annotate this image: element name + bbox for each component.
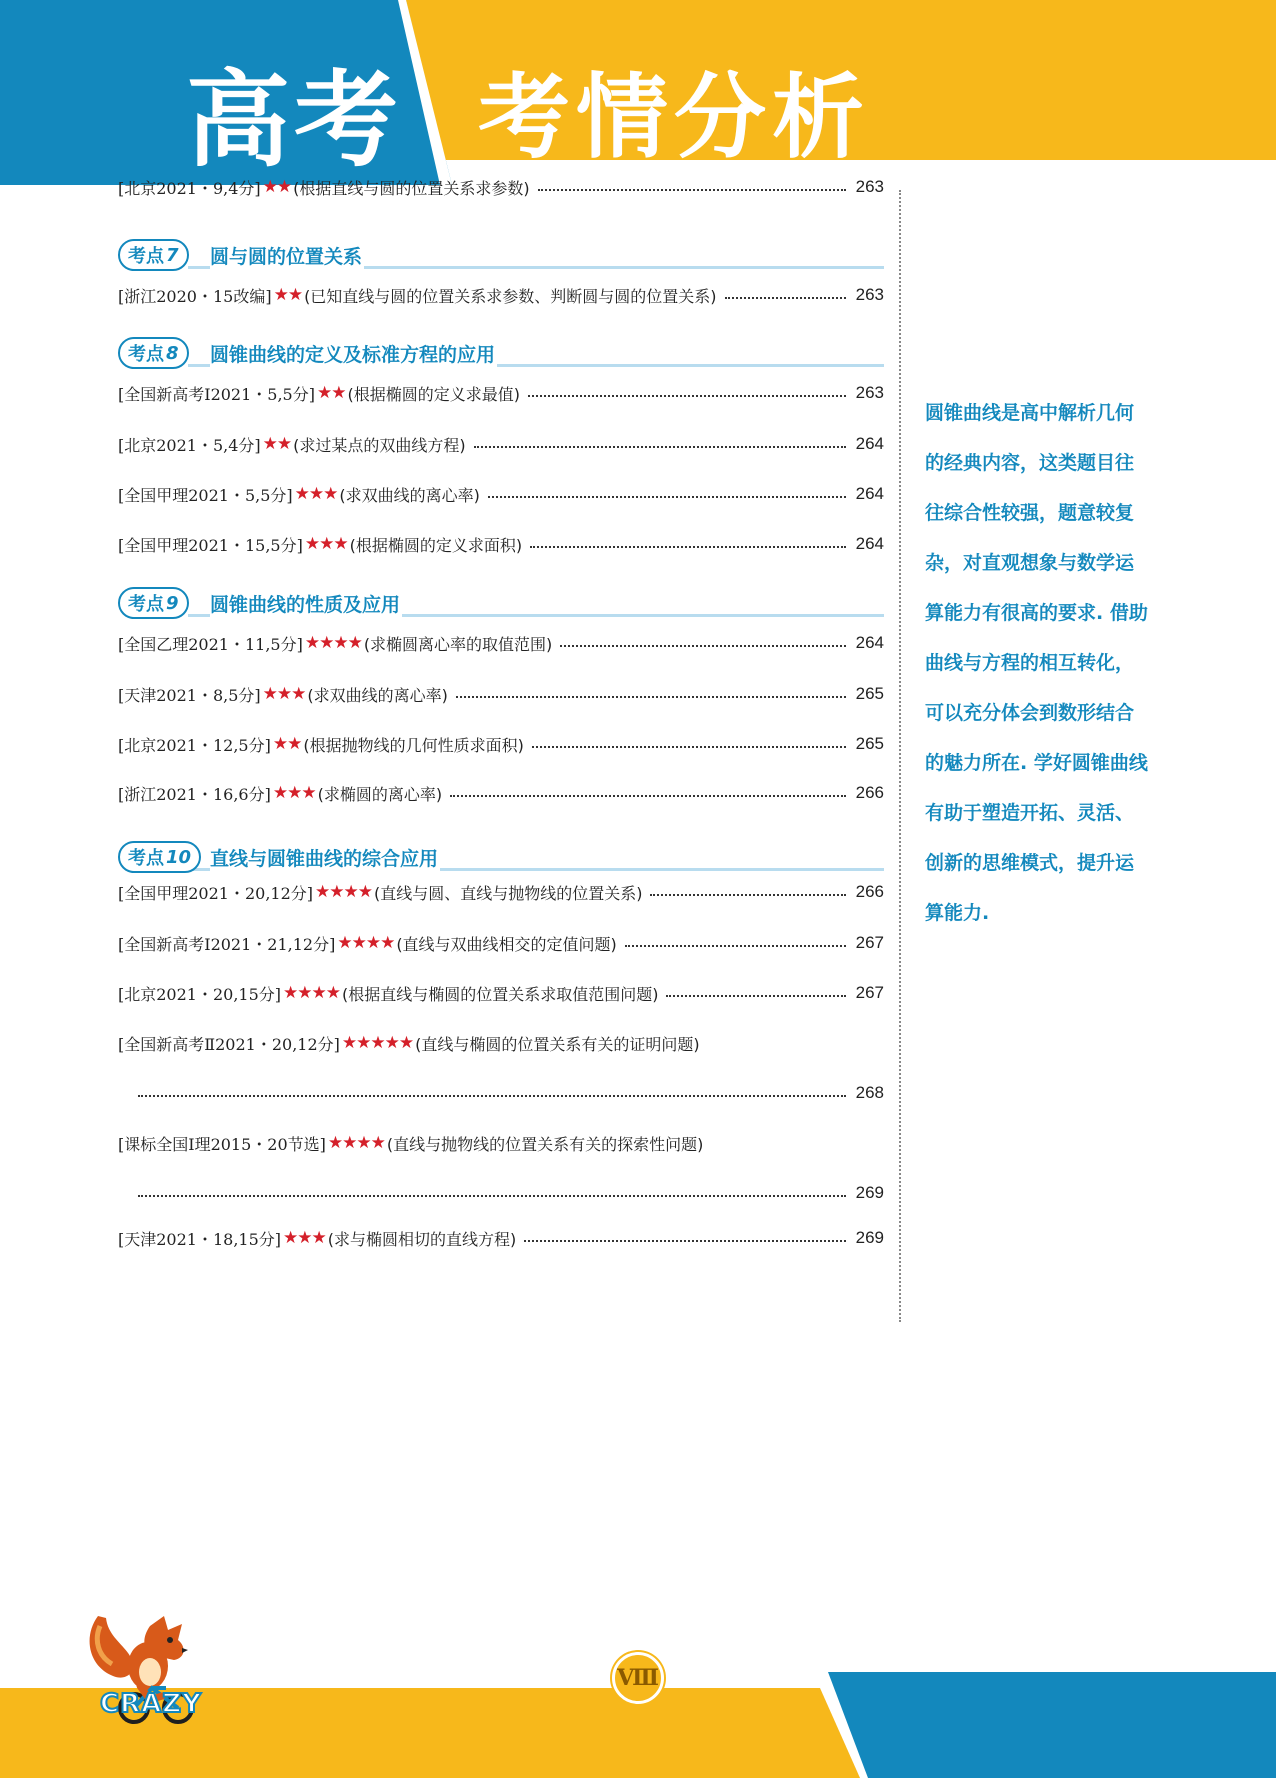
- toc-entry[interactable]: [118, 729, 884, 759]
- toc-description: (直线与抛物线的位置关系有关的探索性问题): [386, 1134, 704, 1154]
- toc-description: (求双曲线的离心率): [307, 685, 448, 705]
- toc-source: [浙江2020・15改编]: [118, 286, 272, 306]
- toc-section-8: [118, 335, 884, 371]
- toc-source: [浙江2021・16,6分]: [118, 784, 271, 804]
- badge-label: 考点: [128, 848, 164, 869]
- toc-entry[interactable]: [118, 479, 884, 509]
- leader-dots: [474, 446, 846, 448]
- toc-description: (根据抛物线的几何性质求面积): [303, 735, 524, 755]
- difficulty-stars-icon: ★★★★: [304, 633, 362, 653]
- toc-page-number: 264: [855, 434, 884, 453]
- toc-page-number: 263: [855, 177, 884, 196]
- toc-page-number: 267: [855, 983, 884, 1002]
- leader-dots: [625, 945, 846, 947]
- sidebar-line: 创新的思维模式，提升运: [925, 852, 1135, 874]
- difficulty-stars-icon: ★★: [262, 177, 292, 197]
- toc-description: (直线与双曲线相交的定值问题): [396, 934, 617, 954]
- sidebar-line: 杂，对直观想象与数学运: [925, 552, 1135, 574]
- toc-entry[interactable]: [118, 1128, 884, 1158]
- toc-description: (直线与椭圆的位置关系有关的证明问题): [415, 1034, 700, 1054]
- difficulty-stars-icon: ★★★: [272, 783, 316, 803]
- toc-description: (根据椭圆的定义求面积): [349, 535, 523, 555]
- sidebar-line: 算能力有很高的要求. 借助: [925, 602, 1148, 624]
- header-title-left: 高考: [186, 59, 403, 181]
- difficulty-stars-icon: ★★: [316, 383, 346, 403]
- toc-page-number: 264: [855, 484, 884, 503]
- toc-source: [北京2021・9,4分]: [118, 178, 261, 198]
- toc-source: [全国新高考Ⅰ2021・5,5分]: [118, 384, 315, 404]
- toc-description: (求椭圆离心率的取值范围): [363, 634, 553, 654]
- leader-dots: [538, 189, 846, 191]
- toc-entry[interactable]: [118, 628, 884, 658]
- toc-description: (根据直线与椭圆的位置关系求取值范围问题): [341, 984, 659, 1004]
- badge-number: 10: [166, 846, 192, 868]
- toc-page-number: 263: [855, 383, 884, 402]
- toc-entry[interactable]: [118, 877, 884, 907]
- toc-entry[interactable]: [118, 172, 884, 202]
- sidebar-line: 往综合性较强，题意较复: [925, 502, 1135, 524]
- toc-description: (求双曲线的离心率): [339, 485, 480, 505]
- toc-entry-continuation[interactable]: [118, 1178, 884, 1208]
- toc-source: [全国乙理2021・11,5分]: [118, 634, 303, 654]
- difficulty-stars-icon: ★★★★: [315, 882, 372, 902]
- toc-entry-continuation[interactable]: [118, 1078, 884, 1108]
- badge-label: 考点: [128, 246, 164, 267]
- leader-dots: [524, 1240, 846, 1242]
- toc-section-10: [118, 839, 884, 875]
- toc-description: (根据直线与圆的位置关系求参数): [293, 178, 530, 198]
- toc-page-number: 264: [855, 633, 884, 652]
- difficulty-stars-icon: ★★★: [262, 684, 306, 704]
- toc-page-number: 266: [855, 783, 884, 802]
- section-title: 圆与圆的位置关系: [210, 242, 364, 269]
- toc-page-number: 267: [855, 933, 884, 952]
- difficulty-stars-icon: ★★★★★: [341, 1033, 414, 1053]
- leader-dots: [138, 1195, 846, 1197]
- sidebar-line: 有助于塑造开拓、灵活、: [925, 802, 1135, 824]
- difficulty-stars-icon: ★★★★: [327, 1133, 385, 1153]
- toc-entry[interactable]: [118, 679, 884, 709]
- section-badge: [118, 841, 201, 873]
- toc-entry[interactable]: [118, 429, 884, 459]
- toc-page-number: 266: [855, 882, 884, 901]
- toc-description: (直线与圆、直线与抛物线的位置关系): [373, 883, 643, 903]
- difficulty-stars-icon: ★★: [262, 434, 292, 454]
- toc-source: [全国甲理2021・15,5分]: [118, 535, 303, 555]
- toc-page-number: 264: [855, 534, 884, 553]
- leader-dots: [666, 995, 846, 997]
- toc-description: (已知直线与圆的位置关系求参数、判断圆与圆的位置关系): [304, 286, 717, 306]
- section-badge: [118, 337, 189, 369]
- toc-source: [全国甲理2021・5,5分]: [118, 485, 293, 505]
- difficulty-stars-icon: ★★★: [283, 1228, 326, 1248]
- leader-dots: [650, 894, 846, 896]
- leader-dots: [488, 496, 846, 498]
- toc-description: (根据椭圆的定义求最值): [347, 384, 520, 404]
- section-badge: [118, 239, 189, 271]
- section-badge: [118, 587, 189, 619]
- header-title-right: 考情分析: [478, 64, 871, 171]
- toc-source: [北京2021・20,15分]: [118, 984, 282, 1004]
- toc-source: [北京2021・12,5分]: [118, 735, 271, 755]
- leader-dots: [725, 297, 846, 299]
- leader-dots: [532, 746, 846, 748]
- toc-entry[interactable]: [118, 529, 884, 559]
- toc-section-7: [118, 237, 884, 273]
- difficulty-stars-icon: ★★★★: [337, 933, 395, 953]
- badge-label: 考点: [128, 344, 164, 365]
- toc-page-number: 263: [855, 285, 884, 304]
- toc-source: [天津2021・8,5分]: [118, 685, 261, 705]
- difficulty-stars-icon: ★★: [272, 734, 302, 754]
- column-divider: [899, 190, 901, 1322]
- page-number-badge: Ⅷ: [612, 1652, 664, 1704]
- crazy-logo-text: CRAZY: [100, 1689, 202, 1719]
- toc-entry[interactable]: [118, 280, 884, 310]
- leader-dots: [450, 795, 846, 797]
- toc-entry[interactable]: [118, 1028, 884, 1058]
- leader-dots: [138, 1095, 846, 1097]
- leader-dots: [530, 546, 846, 548]
- section-title: 圆锥曲线的定义及标准方程的应用: [210, 340, 497, 367]
- badge-number: 7: [166, 244, 179, 266]
- toc-entry[interactable]: [118, 378, 884, 408]
- sidebar-line: 算能力.: [925, 902, 990, 924]
- sidebar-note: [925, 388, 1161, 938]
- sidebar-line: 的魅力所在. 学好圆锥曲线: [925, 752, 1148, 774]
- toc-source: [全国甲理2021・20,12分]: [118, 883, 314, 903]
- toc-page-number: 265: [855, 734, 884, 753]
- toc-page-number: 269: [855, 1183, 884, 1202]
- difficulty-stars-icon: ★★★: [304, 534, 348, 554]
- section-title: 直线与圆锥曲线的综合应用: [210, 844, 440, 871]
- difficulty-stars-icon: ★★★: [294, 484, 338, 504]
- toc-description: (求椭圆的离心率): [317, 784, 443, 804]
- toc-source: [全国新高考Ⅰ2021・21,12分]: [118, 934, 336, 954]
- sidebar-line: 曲线与方程的相互转化，: [925, 652, 1135, 674]
- toc-description: (求与椭圆相切的直线方程): [327, 1229, 517, 1249]
- sidebar-line: 圆锥曲线是高中解析几何: [925, 402, 1135, 424]
- leader-dots: [560, 645, 846, 647]
- toc-section-9: [118, 585, 884, 621]
- toc-entry[interactable]: [118, 778, 884, 808]
- page-header: [0, 0, 1276, 185]
- badge-label: 考点: [128, 594, 164, 615]
- toc-description: (求过某点的双曲线方程): [293, 435, 466, 455]
- sidebar-line: 的经典内容，这类题目往: [925, 452, 1135, 474]
- difficulty-stars-icon: ★★: [273, 285, 303, 305]
- toc-entry[interactable]: [118, 928, 884, 958]
- badge-number: 8: [166, 342, 179, 364]
- toc-entry[interactable]: [118, 1223, 884, 1253]
- difficulty-stars-icon: ★★★★: [283, 983, 340, 1003]
- toc-page-number: 265: [855, 684, 884, 703]
- leader-dots: [528, 395, 846, 397]
- toc-page-number: 269: [855, 1228, 884, 1247]
- toc-source: [课标全国Ⅰ理2015・20节选]: [118, 1134, 326, 1154]
- toc-page-number: 268: [855, 1083, 884, 1102]
- toc-source: [全国新高考Ⅱ2021・20,12分]: [118, 1034, 340, 1054]
- leader-dots: [456, 696, 846, 698]
- toc-source: [天津2021・18,15分]: [118, 1229, 282, 1249]
- badge-number: 9: [166, 592, 179, 614]
- section-title: 圆锥曲线的性质及应用: [210, 590, 402, 617]
- sidebar-line: 可以充分体会到数形结合: [925, 702, 1135, 724]
- toc-source: [北京2021・5,4分]: [118, 435, 261, 455]
- toc-entry[interactable]: [118, 978, 884, 1008]
